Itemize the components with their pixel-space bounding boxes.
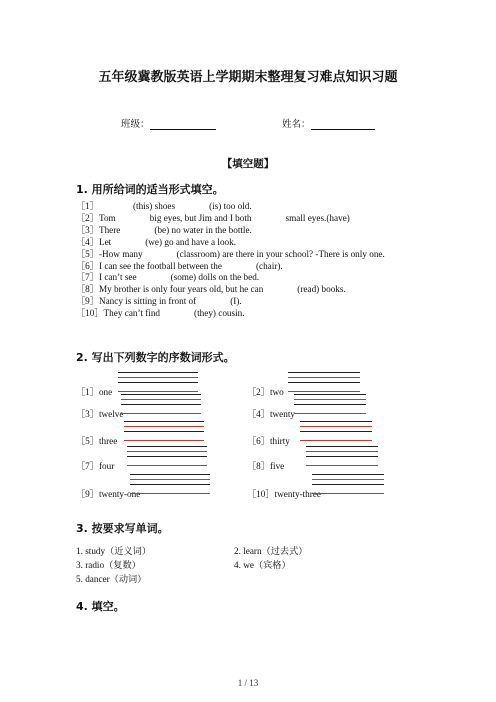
q1-item-prefix: ［9］Nancy is sitting in front of (76, 296, 197, 307)
writing-line[interactable] (130, 479, 210, 480)
writing-line[interactable] (288, 382, 360, 383)
ordinal-item-right: ［4］twenty (247, 409, 295, 419)
q3-item-5: 5. dancer（动词） (76, 574, 147, 584)
ordinal-item-left: ［3］twelve (76, 409, 124, 419)
writing-line[interactable] (127, 465, 207, 466)
writing-line[interactable] (312, 484, 384, 485)
writing-line[interactable] (306, 446, 378, 447)
writing-line[interactable] (294, 399, 366, 400)
q1-item-middle: (this) shoes (132, 201, 176, 211)
q1-item (76, 305, 245, 319)
q3-item-1: 1. study（近义词） (76, 546, 152, 556)
ordinal-item-right: ［2］two (247, 387, 284, 397)
q2-heading: 2. 写出下列数字的序数词形式。 (76, 351, 235, 364)
q3-heading: 3. 按要求写单词。 (76, 522, 169, 535)
writing-line[interactable] (121, 404, 201, 405)
q1-item-prefix: ［5］-How many (76, 248, 143, 259)
q3-item-4: 4. we（宾格） (234, 560, 291, 570)
q1-item-prefix: ［4］Let (76, 236, 112, 247)
q1-item-prefix: ［6］I can see the football between the (76, 260, 222, 271)
q1-heading: 1. 用所给词的适当形式填空。 (76, 183, 224, 196)
ordinal-item-left: ［9］twenty-one (76, 489, 141, 499)
q1-item-middle: (we) go and have a look. (145, 236, 237, 247)
name-field (282, 116, 375, 130)
writing-line[interactable] (127, 446, 207, 447)
q1-item-prefix: ［10］They can’t find (76, 308, 161, 319)
writing-line[interactable] (306, 456, 378, 457)
name-label: 姓名： (282, 119, 311, 130)
writing-line[interactable] (130, 484, 210, 485)
q1-item-middle: (they) cousin. (194, 308, 245, 319)
writing-line[interactable] (124, 431, 204, 432)
writing-line[interactable] (300, 440, 372, 441)
writing-line[interactable] (127, 456, 207, 457)
writing-line[interactable] (288, 372, 360, 373)
writing-line[interactable] (312, 474, 384, 475)
writing-line[interactable] (121, 394, 201, 395)
writing-line[interactable] (306, 465, 378, 466)
writing-line[interactable] (130, 493, 210, 494)
q1-item-prefix: ［7］I can’t see (76, 272, 137, 283)
writing-line[interactable] (300, 421, 372, 422)
class-field (121, 116, 216, 130)
writing-line[interactable] (312, 493, 384, 494)
ordinal-item-left: ［7］four (76, 461, 115, 471)
q1-item-prefix: ［2］Tom (76, 212, 116, 223)
writing-line[interactable] (127, 451, 207, 452)
writing-line[interactable] (300, 426, 372, 427)
writing-line[interactable] (118, 382, 198, 383)
q1-item-prefix: ［1］ (76, 201, 99, 211)
writing-line[interactable] (300, 431, 372, 432)
writing-line[interactable] (124, 421, 204, 422)
writing-line[interactable] (130, 474, 210, 475)
writing-line[interactable] (288, 377, 360, 378)
q1-item-prefix: ［3］There (76, 224, 121, 235)
q1-item-suffix: (is) too old. (209, 201, 252, 211)
q1-item-middle: (I). (230, 296, 242, 307)
q1-item-prefix: ［8］My brother is only four years old, but he can (76, 284, 264, 295)
q1-item-middle: (some) dolls on the bed. (170, 272, 260, 283)
q1-item-middle: (be) no water in the bottle. (154, 224, 252, 235)
writing-line[interactable] (312, 479, 384, 480)
writing-line[interactable] (118, 391, 198, 392)
class-blank[interactable] (150, 129, 216, 130)
ordinal-item-left: ［1］one (76, 387, 113, 397)
writing-line[interactable] (118, 377, 198, 378)
writing-line[interactable] (118, 372, 198, 373)
q3-item-2: 2. learn（过去式） (234, 546, 308, 556)
writing-line[interactable] (124, 426, 204, 427)
page-title: 五年级冀教版英语上学期期末整理复习难点知识习题 (98, 70, 398, 85)
writing-line[interactable] (121, 413, 201, 414)
writing-line[interactable] (294, 404, 366, 405)
writing-line[interactable] (306, 451, 378, 452)
writing-line[interactable] (294, 413, 366, 414)
writing-line[interactable] (121, 399, 201, 400)
writing-line[interactable] (294, 394, 366, 395)
section-tag: 【填空题】 (221, 158, 275, 170)
page-footer: 1 / 13 (237, 678, 259, 688)
name-blank[interactable] (311, 129, 375, 130)
writing-line[interactable] (124, 440, 204, 441)
ordinal-item-right: ［8］five (247, 461, 285, 471)
q1-item-suffix: small eyes.(have) (285, 212, 350, 223)
q1-item-middle: big eyes, but Jim and I both (149, 212, 252, 223)
ordinal-item-right: ［10］twenty-three (247, 489, 321, 499)
writing-line[interactable] (288, 391, 360, 392)
q3-item-3: 3. radio（复数） (76, 560, 141, 570)
ordinal-item-left: ［5］three (76, 436, 118, 446)
q1-item-middle: (chair). (255, 260, 283, 271)
ordinal-item-right: ［6］thirty (247, 436, 290, 446)
class-label: 班级： (121, 119, 150, 130)
q1-item-middle: (classroom) are there in your school? -There is only one. (176, 248, 385, 259)
q4-heading: 4. 填空。 (76, 600, 125, 613)
q1-item-middle: (read) books. (297, 284, 346, 295)
